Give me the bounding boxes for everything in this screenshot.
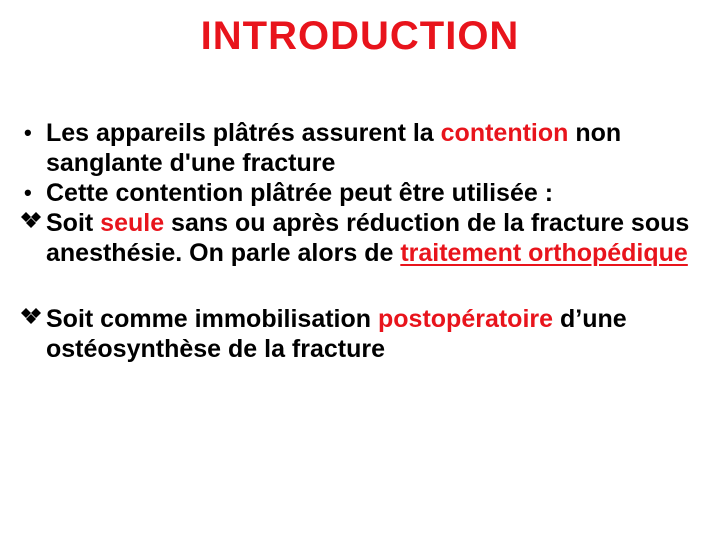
diamond-bullet-icon: [18, 210, 46, 236]
spacer: [18, 268, 708, 304]
bullet-text: non sanglante d'une fracture: [46, 119, 622, 177]
highlight-term: postopératoire: [378, 305, 554, 333]
bullet-list: [18, 118, 708, 364]
bullet-text: Soit comme immobilisation: [46, 305, 378, 333]
bullet-text: Cette contention plâtrée peut être utilisée :: [46, 179, 554, 207]
list-item: [18, 304, 708, 364]
bullet-text: d’une ostéosynthèse de la fracture: [46, 305, 627, 363]
list-item: [18, 178, 708, 208]
highlight-term: contention: [440, 119, 569, 147]
list-item: [18, 118, 708, 178]
bullet-text: Les appareils plâtrés assurent la: [46, 119, 441, 147]
highlight-term-underlined: traitement orthopédique: [400, 239, 688, 267]
slide-title: INTRODUCTION: [200, 14, 520, 58]
bullet-dot-icon: •: [24, 180, 32, 205]
bullet-dot-icon: •: [24, 120, 32, 145]
diamond-bullet-icon: [18, 306, 46, 332]
list-item: [18, 208, 708, 268]
bullet-text: Soit: [46, 209, 101, 237]
bullet-text: sans ou après réduction de la fracture sous anesthésie. On parle alors de: [46, 209, 690, 267]
highlight-term: seule: [100, 209, 165, 237]
